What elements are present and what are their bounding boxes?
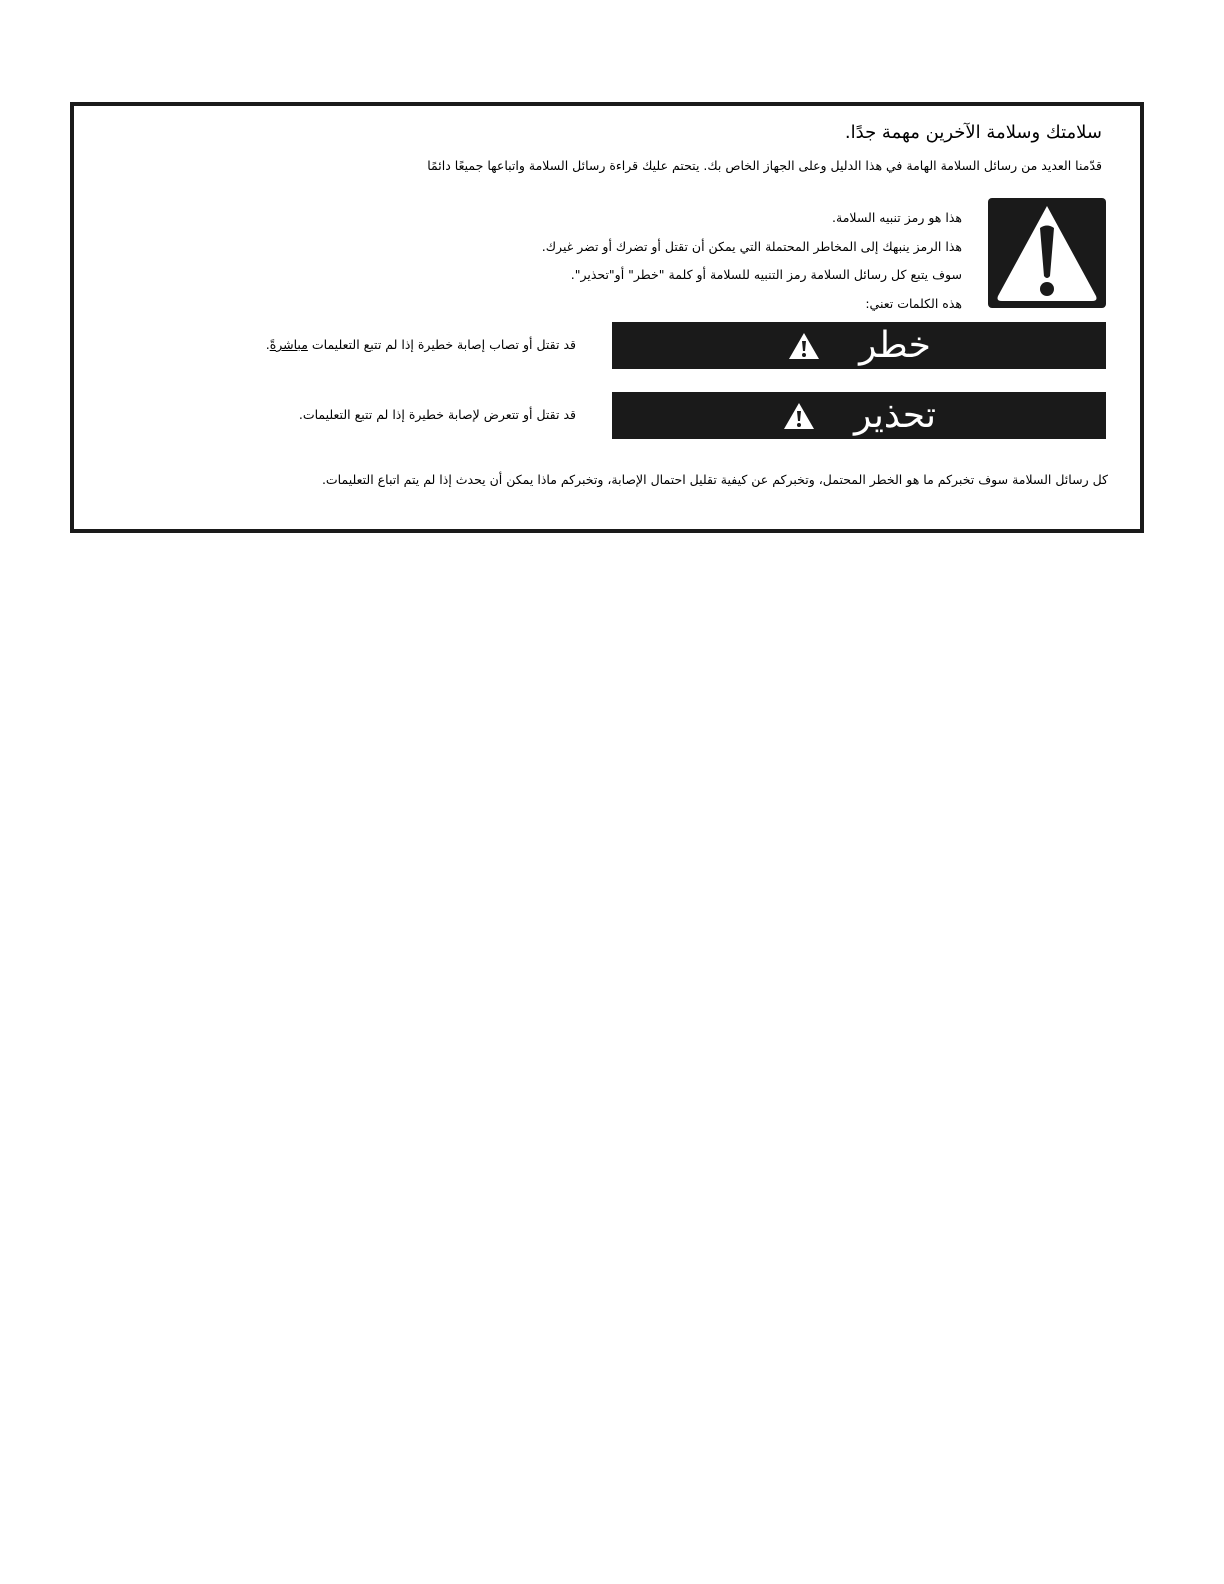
symbol-line: سوف يتبع كل رسائل السلامة رمز التنبيه للسلامة أو كلمة "خطر" أو"تحذير". xyxy=(570,267,962,282)
danger-description xyxy=(266,337,576,352)
alert-triangle-icon xyxy=(787,331,821,361)
safety-alert-triangle-icon xyxy=(988,198,1106,308)
warning-signal-bar xyxy=(612,392,1106,439)
safety-information-box xyxy=(70,102,1144,533)
symbol-line: هذا هو رمز تنبيه السلامة. xyxy=(832,210,962,225)
danger-description-end: . xyxy=(265,337,270,352)
symbol-explanation xyxy=(542,204,962,318)
safety-title: سلامتك وسلامة الآخرين مهمة جدًا. xyxy=(844,122,1102,143)
symbol-line: هذا الرمز ينبهك إلى المخاطر المحتملة التي يمكن أن تقتل أو تضرك أو تضر غيرك. xyxy=(541,238,962,254)
warning-word: تحذير xyxy=(853,394,937,436)
alert-triangle-icon xyxy=(782,401,816,431)
symbol-line: هذه الكلمات تعني: xyxy=(865,295,962,311)
danger-description-text: قد تقتل أو تصاب إصابة خطيرة إذا لم تتبع التعليمات xyxy=(307,337,576,352)
danger-signal-bar xyxy=(612,322,1106,369)
danger-word: خطر xyxy=(859,324,931,366)
safety-intro: قدّمنا العديد من رسائل السلامة الهامة في هذا الدليل وعلى الجهاز الخاص بك. يتحتم عليك قراءة رسائل السلامة واتباعها جميعًا دائمًا xyxy=(427,158,1102,173)
warning-description: قد تقتل أو تتعرض لإصابة خطيرة إذا لم تتبع التعليمات. xyxy=(298,407,576,422)
safety-footer-note: كل رسائل السلامة سوف تخبركم ما هو الخطر المحتمل، وتخبركم عن كيفية تقليل احتمال الإصابة، وتخبركم ماذا يمكن أن يحدث إذا لم يتم اتباع التعليمات. xyxy=(321,472,1108,487)
safety-alert-triangle-graphic xyxy=(988,198,1106,308)
danger-description-emphasis: مباشرةً xyxy=(269,337,308,352)
